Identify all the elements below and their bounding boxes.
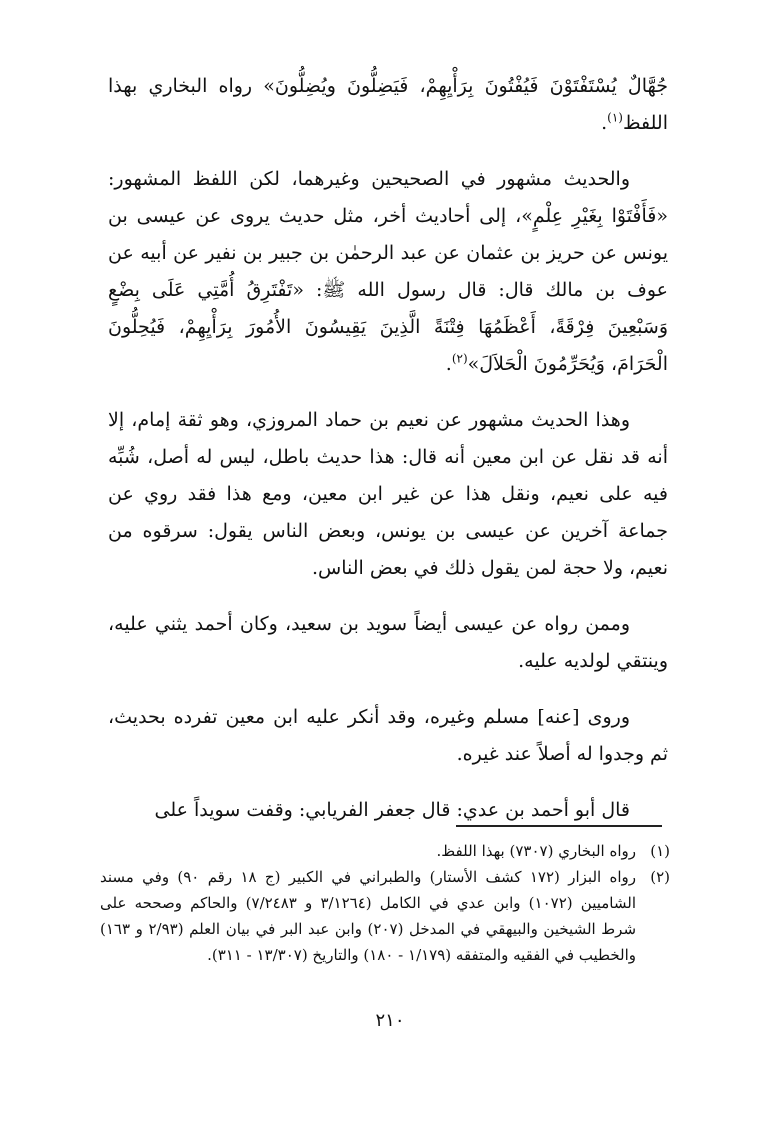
footnote-ref-2: (٢): [451, 351, 468, 366]
paragraph-5: [108, 699, 668, 773]
paragraph-1: [108, 68, 668, 142]
footnote-1-number: (١): [650, 842, 670, 860]
paragraph-3: [108, 402, 668, 587]
footnotes: [100, 838, 670, 968]
paragraph-2-end: .: [445, 353, 452, 375]
footnote-1: [100, 838, 670, 864]
paragraph-4: [108, 606, 668, 680]
paragraph-6: [108, 792, 668, 829]
footnote-2-number: (٢): [650, 868, 670, 886]
paragraph-1-text: جُهَّالٌ يُسْتَفْتَوْنَ فَيُفْتُونَ بِرَأْيِهِمْ، فَيَضِلُّونَ ويُضِلُّونَ» رواه البخاري بهذا اللفظ: [108, 75, 668, 134]
paragraph-2: [108, 161, 668, 383]
page-number: ٢١٠: [375, 1010, 405, 1031]
paragraph-2-text: والحديث مشهور في الصحيحين وغيرهما، لكن اللفظ المشهور: «فَأَفْتَوْا بِغَيْرِ عِلْمٍ»، إلى أحاديث أخر، مثل حديث يروى عن عيسى بن يونس عن حريز بن عثمان عن عبد الرحمٰن بن جبير بن نفير عن أبيه عن عوف بن مالك قال: قال رسول الله ﷺ: «تَفْتَرِقُ أُمَّتِي عَلَى بِضْعٍ وَسَبْعِينَ فِرْقَةً، أَعْظَمُهَا فِتْنَةً الَّذِينَ يَقِيسُونَ الأُمُورَ بِرَأْيِهِمْ، فَيُحِلُّونَ الْحَرَامَ، وَيُحَرِّمُونَ الْحَلاَلَ»: [108, 168, 668, 375]
footnote-1-text: رواه البخاري (٧٣٠٧) بهذا اللفظ.: [436, 842, 636, 860]
paragraph-6-text: قال أبو أحمد بن عدي: قال جعفر الفريابي: وقفت سويداً على: [154, 799, 630, 821]
main-text: [108, 68, 668, 848]
footnote-2-text: رواه البزار (١٧٢ كشف الأستار) والطبراني في الكبير (ج ١٨ رقم ٩٠) وفي مسند الشاميين (١٠٧٢) وابن عدي في الكامل (٣/١٢٦٤ و ٧/٢٤٨٣) والحاكم وصححه على شرط الشيخين والبيهقي في المدخل (٢٠٧) وابن عبد البر في بيان العلم (٢/٩٣ و ١٦٣) والخطيب في الفقيه والمتفقه (١/١٧٩ - ١٨٠) والتاريخ (١٣/٣٠٧ - ٣١١).: [100, 868, 637, 964]
footnote-2: [100, 864, 670, 968]
paragraph-5-text: وروى [عنه] مسلم وغيره، وقد أنكر عليه ابن معين تفرده بحديث، ثم وجدوا له أصلاً عند غيره.: [108, 706, 668, 765]
paragraph-1-end: .: [601, 112, 608, 134]
paragraph-3-text: وهذا الحديث مشهور عن نعيم بن حماد المروزي، وهو ثقة إمام، إلا أنه قد نقل عن ابن معين أنه قال: هذا حديث باطل، ليس له أصل، شُبِّه فيه على نعيم، ونقل هذا عن غير ابن معين، ومع هذا فقد روي عن جماعة آخرين عن عيسى بن يونس، وبعض الناس يقول: سرقوه من نعيم، ولا حجة لمن يقول ذلك في بعض الناس.: [108, 409, 668, 579]
footnote-ref-1: (١): [607, 110, 623, 125]
paragraph-4-text: وممن رواه عن عيسى أيضاً سويد بن سعيد، وكان أحمد يثني عليه، وينتقي لولديه عليه.: [108, 613, 668, 672]
footnote-separator: [456, 825, 662, 827]
